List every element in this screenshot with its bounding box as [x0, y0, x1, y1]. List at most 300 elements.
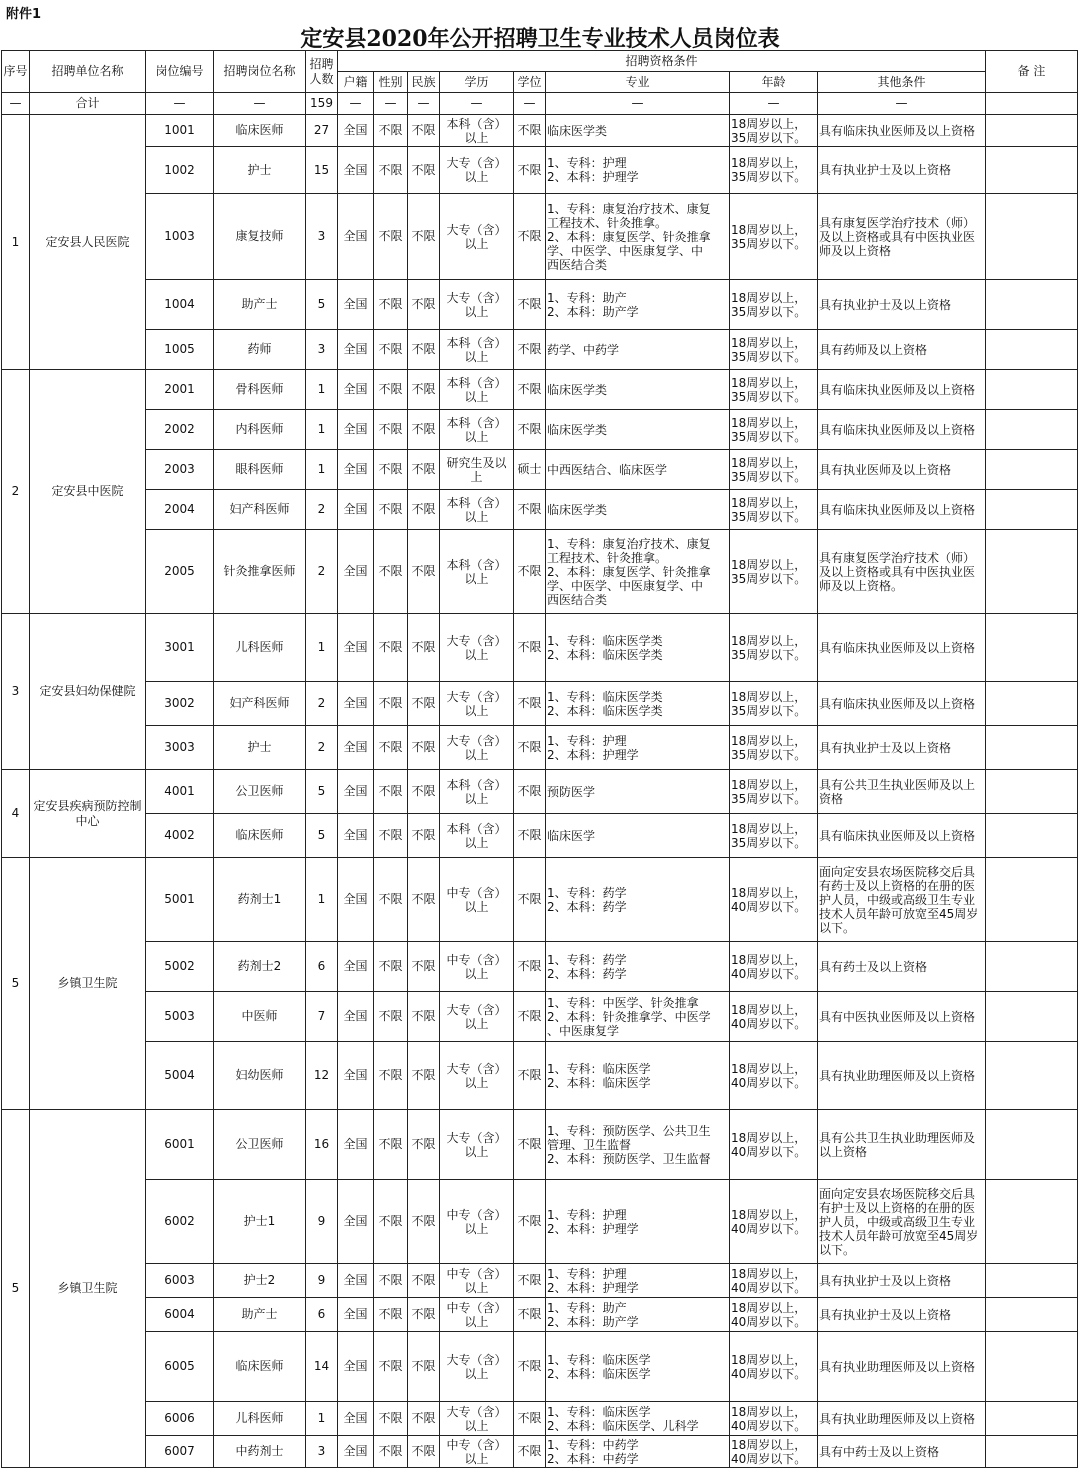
- post-count: 5: [306, 280, 338, 330]
- table-row: [2, 147, 1078, 194]
- post-code: 2005: [146, 530, 214, 614]
- ethnicity: 不限: [408, 682, 440, 726]
- attachment-label: 附件1: [6, 7, 42, 22]
- ethnicity: 不限: [408, 1180, 440, 1264]
- major: [546, 194, 730, 280]
- household: 全国: [338, 410, 374, 450]
- age-line: 35周岁以下。: [731, 571, 807, 586]
- post-name: 药师: [214, 330, 306, 370]
- major-line: 2、本科：预防医学、卫生监督: [547, 1151, 711, 1166]
- age: [730, 1042, 818, 1110]
- other-conditions: 具有执业护士及以上资格: [818, 147, 986, 194]
- table-row: [2, 726, 1078, 770]
- total-degree: —: [514, 93, 546, 115]
- other-conditions: 面向定安县农场医院移交后具有药士及以上资格的在册的医护人员，中级或高级卫生专业技术人员年龄可放宽至45周岁以下。: [818, 858, 986, 942]
- gender: 不限: [374, 942, 408, 992]
- age: [730, 1180, 818, 1264]
- table-row: [2, 410, 1078, 450]
- age-line: 18周岁以上，: [731, 290, 807, 305]
- major-line: 2、本科：护理学: [547, 1221, 639, 1236]
- post-code: 1004: [146, 280, 214, 330]
- ethnicity: 不限: [408, 280, 440, 330]
- age-line: 40周岁以下。: [731, 1016, 807, 1031]
- remarks: [986, 410, 1078, 450]
- remarks: [986, 682, 1078, 726]
- ethnicity: 不限: [408, 726, 440, 770]
- remarks: [986, 1110, 1078, 1180]
- major: [546, 450, 730, 490]
- degree: 不限: [514, 942, 546, 992]
- age-line: 35周岁以下。: [731, 170, 807, 184]
- degree: 不限: [514, 1436, 546, 1468]
- major-line: 1、专科：助产: [547, 290, 627, 305]
- table-row: [2, 330, 1078, 370]
- other-conditions: 具有临床执业医师及以上资格: [818, 410, 986, 450]
- remarks: [986, 992, 1078, 1042]
- education: 大专（含）以上: [440, 1402, 514, 1436]
- total-household: —: [338, 93, 374, 115]
- table-row: [2, 370, 1078, 410]
- degree: 不限: [514, 1042, 546, 1110]
- ethnicity: 不限: [408, 1264, 440, 1298]
- household: 全国: [338, 992, 374, 1042]
- age-line: 18周岁以上，: [731, 952, 807, 967]
- ethnicity: 不限: [408, 370, 440, 410]
- other-conditions: 具有药师及以上资格: [818, 330, 986, 370]
- header-household: 户籍: [338, 72, 374, 93]
- post-name: 妇产科医师: [214, 490, 306, 530]
- header-unit: 招聘单位名称: [30, 51, 146, 93]
- degree: 不限: [514, 490, 546, 530]
- age: [730, 1332, 818, 1402]
- post-name: 药剂士1: [214, 858, 306, 942]
- education: 大专（含）以上: [440, 1332, 514, 1402]
- table-row: [2, 1042, 1078, 1110]
- post-code: 6003: [146, 1264, 214, 1298]
- age-line: 18周岁以上，: [731, 633, 807, 648]
- post-count: 3: [306, 194, 338, 280]
- age-line: 18周岁以上，: [731, 415, 807, 430]
- age-line: 18周岁以上，: [731, 222, 807, 237]
- education: 大专（含）以上: [440, 992, 514, 1042]
- major: [546, 682, 730, 726]
- major-line: 管理、卫生监督: [547, 1137, 632, 1152]
- education: 大专（含）以上: [440, 280, 514, 330]
- major-line: 临床医学类: [547, 422, 608, 437]
- household: 全国: [338, 1264, 374, 1298]
- age: [730, 1436, 818, 1468]
- ethnicity: 不限: [408, 942, 440, 992]
- age-line: 18周岁以上，: [731, 689, 807, 704]
- major-line: 中西医结合、临床医学: [547, 462, 668, 477]
- age: [730, 942, 818, 992]
- header-qualifications: 招聘资格条件: [338, 51, 986, 72]
- major-line: 2、本科：药学: [547, 966, 627, 981]
- post-code: 6007: [146, 1436, 214, 1468]
- age-line: 18周岁以上，: [731, 1130, 807, 1145]
- major-line: 西医结合类: [547, 257, 608, 272]
- table-row: [2, 814, 1078, 858]
- post-count: 6: [306, 1298, 338, 1332]
- major: [546, 858, 730, 942]
- post-name: 临床医师: [214, 814, 306, 858]
- other-conditions: 具有临床执业医师及以上资格: [818, 115, 986, 147]
- ethnicity: 不限: [408, 1298, 440, 1332]
- major-line: 临床医学类: [547, 382, 608, 397]
- gender: 不限: [374, 115, 408, 147]
- header-count: 招聘人数: [306, 51, 338, 93]
- ethnicity: 不限: [408, 992, 440, 1042]
- table-row: [2, 1298, 1078, 1332]
- age-line: 18周岁以上，: [731, 495, 807, 510]
- household: 全国: [338, 1042, 374, 1110]
- major-line: 1、专科：药学: [547, 885, 627, 900]
- education: 本科（含）以上: [440, 410, 514, 450]
- post-code: 6001: [146, 1110, 214, 1180]
- gender: 不限: [374, 770, 408, 814]
- total-code: —: [146, 93, 214, 115]
- other-conditions: 具有临床执业医师及以上资格: [818, 814, 986, 858]
- degree: 不限: [514, 814, 546, 858]
- post-code: 6004: [146, 1298, 214, 1332]
- other-conditions: 具有康复医学治疗技术（师）及以上资格或具有中医执业医师及以上资格。: [818, 530, 986, 614]
- post-name: 儿科医师: [214, 614, 306, 682]
- major: [546, 1110, 730, 1180]
- gender: 不限: [374, 726, 408, 770]
- group-unit: 定安县妇幼保健院: [30, 614, 146, 770]
- degree: 不限: [514, 614, 546, 682]
- group-unit: 乡镇卫生院: [30, 1110, 146, 1468]
- household: 全国: [338, 726, 374, 770]
- age: [730, 858, 818, 942]
- post-count: 1: [306, 410, 338, 450]
- gender: 不限: [374, 330, 408, 370]
- group-seq: 2: [2, 370, 30, 614]
- group-unit: 定安县疾病预防控制中心: [30, 770, 146, 858]
- household: 全国: [338, 280, 374, 330]
- age-line: 18周岁以上，: [731, 116, 807, 131]
- major-line: 2、本科：中药学: [547, 1451, 639, 1466]
- age: [730, 1110, 818, 1180]
- education: 大专（含）以上: [440, 194, 514, 280]
- degree: 不限: [514, 1180, 546, 1264]
- post-count: 1: [306, 370, 338, 410]
- post-code: 2002: [146, 410, 214, 450]
- post-name: 康复技师: [214, 194, 306, 280]
- age-line: 40周岁以下。: [731, 1221, 807, 1236]
- age-line: 35周岁以下。: [731, 791, 807, 806]
- group-seq: 4: [2, 770, 30, 858]
- post-code: 4002: [146, 814, 214, 858]
- gender: 不限: [374, 814, 408, 858]
- major: [546, 942, 730, 992]
- table-row: [2, 1110, 1078, 1180]
- education: 大专（含）以上: [440, 1110, 514, 1180]
- major: [546, 1332, 730, 1402]
- major-line: 1、专科：康复治疗技术、康复: [547, 201, 711, 216]
- household: 全国: [338, 194, 374, 280]
- gender: 不限: [374, 530, 408, 614]
- education: 本科（含）以上: [440, 115, 514, 147]
- major: [546, 614, 730, 682]
- degree: 不限: [514, 992, 546, 1042]
- age-line: 18周岁以上，: [731, 733, 807, 748]
- remarks: [986, 1298, 1078, 1332]
- header-education: 学历: [440, 72, 514, 93]
- major: [546, 1042, 730, 1110]
- header-major: 专业: [546, 72, 730, 93]
- age: [730, 1298, 818, 1332]
- post-count: 2: [306, 490, 338, 530]
- table-row: [2, 1402, 1078, 1436]
- table-row: [2, 942, 1078, 992]
- age-line: 40周岁以下。: [731, 1280, 807, 1295]
- other-conditions: 具有临床执业医师及以上资格: [818, 682, 986, 726]
- ethnicity: 不限: [408, 450, 440, 490]
- remarks: [986, 330, 1078, 370]
- total-row: [2, 93, 1078, 115]
- age-line: 18周岁以上，: [731, 885, 807, 900]
- ethnicity: 不限: [408, 147, 440, 194]
- major: [546, 370, 730, 410]
- major: [546, 530, 730, 614]
- other-conditions: 具有执业医师及以上资格: [818, 450, 986, 490]
- total-other: —: [818, 93, 986, 115]
- age: [730, 490, 818, 530]
- gender: 不限: [374, 1436, 408, 1468]
- age: [730, 330, 818, 370]
- education: 中专（含）以上: [440, 1180, 514, 1264]
- post-count: 3: [306, 330, 338, 370]
- household: 全国: [338, 1436, 374, 1468]
- ethnicity: 不限: [408, 1332, 440, 1402]
- major-line: 2、本科：康复医学、针灸推拿: [547, 564, 711, 579]
- age-line: 40周岁以下。: [731, 899, 807, 914]
- post-code: 6006: [146, 1402, 214, 1436]
- group-seq: 5: [2, 1110, 30, 1468]
- major-line: 学、中医学、中医康复学、中: [547, 578, 704, 593]
- major-line: 2、本科：临床医学类: [547, 703, 663, 718]
- degree: 不限: [514, 1402, 546, 1436]
- major-line: 2、本科：临床医学: [547, 1366, 651, 1381]
- post-count: 27: [306, 115, 338, 147]
- major: [546, 992, 730, 1042]
- other-conditions: 具有执业护士及以上资格: [818, 1298, 986, 1332]
- post-count: 5: [306, 770, 338, 814]
- education: 本科（含）以上: [440, 370, 514, 410]
- post-code: 2001: [146, 370, 214, 410]
- age-line: 40周岁以下。: [731, 1075, 807, 1090]
- remarks: [986, 942, 1078, 992]
- remarks: [986, 147, 1078, 194]
- household: 全国: [338, 1180, 374, 1264]
- degree: 不限: [514, 1264, 546, 1298]
- gender: 不限: [374, 1332, 408, 1402]
- post-code: 6005: [146, 1332, 214, 1402]
- post-name: 中医师: [214, 992, 306, 1042]
- education: 中专（含）以上: [440, 942, 514, 992]
- other-conditions: 具有药士及以上资格: [818, 942, 986, 992]
- major-line: 、中医康复学: [547, 1023, 620, 1038]
- household: 全国: [338, 490, 374, 530]
- post-count: 1: [306, 614, 338, 682]
- remarks: [986, 370, 1078, 410]
- table-row: [2, 450, 1078, 490]
- other-conditions: 具有执业助理医师及以上资格: [818, 1332, 986, 1402]
- ethnicity: 不限: [408, 858, 440, 942]
- post-name: 中药剂士: [214, 1436, 306, 1468]
- major: [546, 115, 730, 147]
- degree: 不限: [514, 147, 546, 194]
- header-age: 年龄: [730, 72, 818, 93]
- major: [546, 410, 730, 450]
- other-conditions: 具有执业护士及以上资格: [818, 726, 986, 770]
- major-line: 药学、中药学: [547, 342, 620, 357]
- major-line: 2、本科：临床医学、儿科学: [547, 1418, 699, 1433]
- household: 全国: [338, 530, 374, 614]
- education: 大专（含）以上: [440, 726, 514, 770]
- table-row: [2, 1436, 1078, 1468]
- header-post-name: 招聘岗位名称: [214, 51, 306, 93]
- table-row: [2, 490, 1078, 530]
- post-code: 3001: [146, 614, 214, 682]
- age-line: 35周岁以下。: [731, 429, 807, 444]
- other-conditions: 具有公共卫生执业医师及以上资格: [818, 770, 986, 814]
- header-gender: 性别: [374, 72, 408, 93]
- remarks: [986, 1436, 1078, 1468]
- ethnicity: 不限: [408, 330, 440, 370]
- remarks: [986, 450, 1078, 490]
- remarks: [986, 115, 1078, 147]
- other-conditions: 具有临床执业医师及以上资格: [818, 370, 986, 410]
- age: [730, 814, 818, 858]
- age-line: 18周岁以上，: [731, 777, 807, 792]
- other-conditions: 具有公共卫生执业助理医师及以上资格: [818, 1110, 986, 1180]
- degree: 不限: [514, 194, 546, 280]
- group-seq: 3: [2, 614, 30, 770]
- education: 大专（含）以上: [440, 614, 514, 682]
- other-conditions: 具有执业助理医师及以上资格: [818, 1042, 986, 1110]
- table-row: [2, 770, 1078, 814]
- major: [546, 1436, 730, 1468]
- remarks: [986, 1042, 1078, 1110]
- table-row: [2, 530, 1078, 614]
- education: 中专（含）以上: [440, 1264, 514, 1298]
- other-conditions: 具有临床执业医师及以上资格: [818, 490, 986, 530]
- age-line: 35周岁以下。: [731, 236, 807, 251]
- gender: 不限: [374, 490, 408, 530]
- age-line: 35周岁以下。: [731, 389, 807, 404]
- major-line: 1、专科：康复治疗技术、康复: [547, 536, 711, 551]
- table-row: [2, 1332, 1078, 1402]
- age-line: 35周岁以下。: [731, 304, 807, 319]
- major: [546, 490, 730, 530]
- age-line: 40周岁以下。: [731, 1451, 807, 1466]
- other-conditions: 具有中医执业医师及以上资格: [818, 992, 986, 1042]
- major-line: 2、本科：药学: [547, 899, 627, 914]
- age-line: 35周岁以下。: [731, 509, 807, 524]
- post-name: 儿科医师: [214, 1402, 306, 1436]
- major-line: 1、专科：临床医学: [547, 1404, 651, 1419]
- age-line: 40周岁以下。: [731, 1366, 807, 1381]
- age: [730, 1264, 818, 1298]
- household: 全国: [338, 1298, 374, 1332]
- major: [546, 1180, 730, 1264]
- gender: 不限: [374, 992, 408, 1042]
- major: [546, 330, 730, 370]
- age: [730, 530, 818, 614]
- remarks: [986, 1332, 1078, 1402]
- post-code: 5004: [146, 1042, 214, 1110]
- major-line: 1、专科：临床医学类: [547, 689, 663, 704]
- degree: 不限: [514, 530, 546, 614]
- remarks: [986, 490, 1078, 530]
- gender: 不限: [374, 1180, 408, 1264]
- post-code: 5001: [146, 858, 214, 942]
- other-conditions: 面向定安县农场医院移交后具有护士及以上资格的在册的医护人员，中级或高级卫生专业技术人员年龄可放宽至45周岁以下。: [818, 1180, 986, 1264]
- degree: 不限: [514, 370, 546, 410]
- header-other: 其他条件: [818, 72, 986, 93]
- ethnicity: 不限: [408, 1042, 440, 1110]
- age-line: 35周岁以下。: [731, 835, 807, 850]
- education: 中专（含）以上: [440, 1298, 514, 1332]
- age: [730, 194, 818, 280]
- gender: 不限: [374, 1402, 408, 1436]
- post-name: 骨科医师: [214, 370, 306, 410]
- major: [546, 726, 730, 770]
- major-line: 2、本科：临床医学: [547, 1075, 651, 1090]
- degree: 不限: [514, 1332, 546, 1402]
- gender: 不限: [374, 1298, 408, 1332]
- age-line: 18周岁以上，: [731, 455, 807, 470]
- major-line: 1、专科：中药学: [547, 1437, 639, 1452]
- gender: 不限: [374, 1042, 408, 1110]
- post-code: 2003: [146, 450, 214, 490]
- major-line: 2、本科：康复医学、针灸推拿: [547, 229, 711, 244]
- age-line: 18周岁以上，: [731, 821, 807, 836]
- household: 全国: [338, 682, 374, 726]
- table-row: [2, 1180, 1078, 1264]
- gender: 不限: [374, 682, 408, 726]
- age-line: 35周岁以下。: [731, 647, 807, 662]
- group-seq: 1: [2, 115, 30, 370]
- post-count: 16: [306, 1110, 338, 1180]
- table-row: [2, 992, 1078, 1042]
- major-line: 1、专科：中医学、针灸推拿: [547, 995, 699, 1010]
- gender: 不限: [374, 858, 408, 942]
- age-line: 35周岁以下。: [731, 469, 807, 484]
- ethnicity: 不限: [408, 490, 440, 530]
- age: [730, 682, 818, 726]
- age: [730, 115, 818, 147]
- household: 全国: [338, 450, 374, 490]
- age: [730, 450, 818, 490]
- header-ethnicity: 民族: [408, 72, 440, 93]
- post-code: 1002: [146, 147, 214, 194]
- total-post: —: [214, 93, 306, 115]
- table-row: [2, 194, 1078, 280]
- post-name: 护士: [214, 147, 306, 194]
- major-line: 1、专科：临床医学: [547, 1061, 651, 1076]
- household: 全国: [338, 942, 374, 992]
- major-line: 临床医学类: [547, 502, 608, 517]
- post-count: 3: [306, 1436, 338, 1468]
- degree: 不限: [514, 726, 546, 770]
- major-line: 2、本科：临床医学类: [547, 647, 663, 662]
- post-count: 2: [306, 726, 338, 770]
- total-label: 合计: [30, 93, 146, 115]
- major: [546, 1402, 730, 1436]
